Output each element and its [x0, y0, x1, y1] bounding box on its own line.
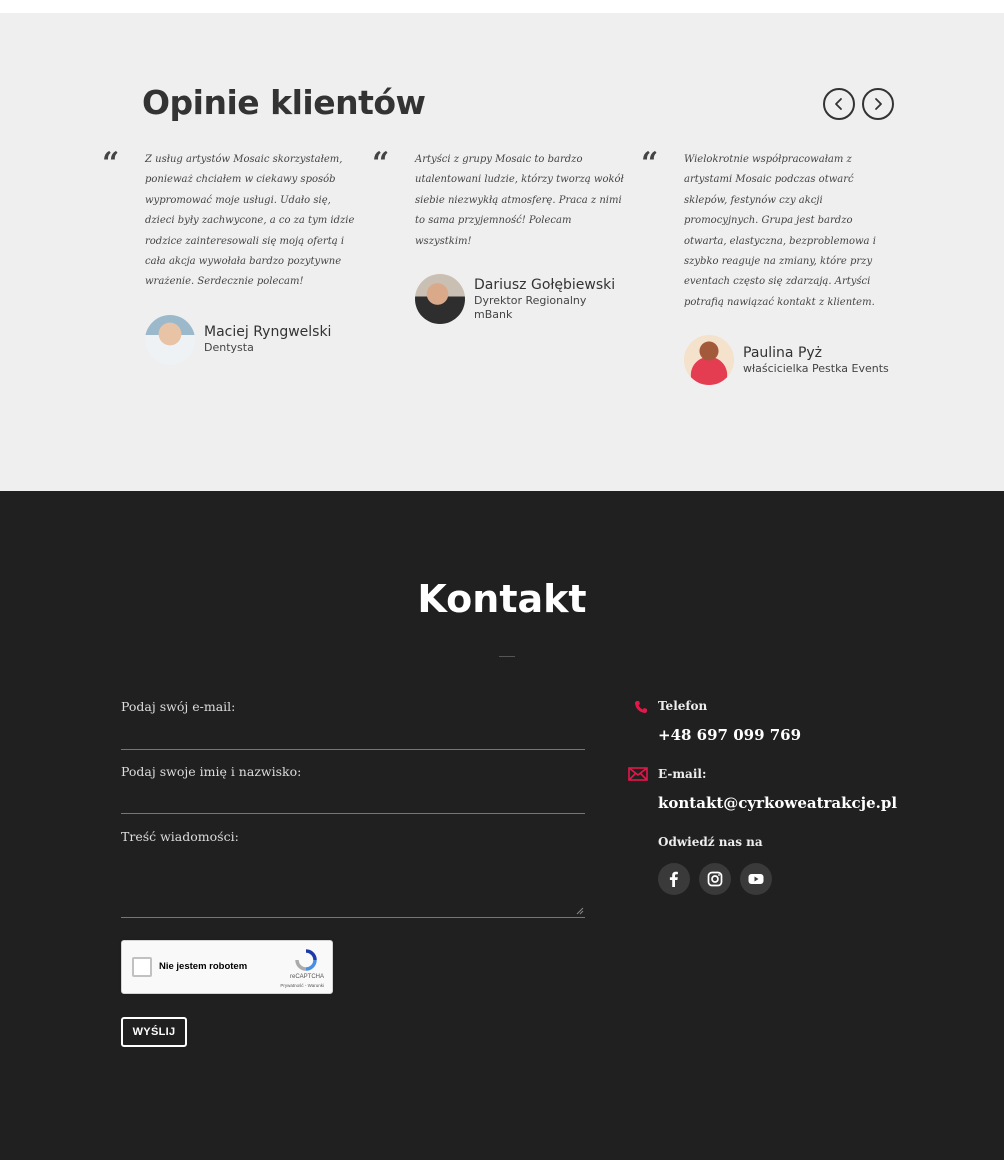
testimonial-text: Wielokrotnie współpracowałam z artystami Mosaic podczas otwarć sklepów, festynów czy akcji promocyjnych. Grupa jest bardzo otwarta, elastyczna, bezproblemowa i szybko reaguje na zmiany, które przy eventach często się zdarzają. Artyści potrafią nawiązać kontakt z klientem. — [684, 154, 876, 308]
testimonial-card — [641, 146, 894, 385]
resize-handle-icon[interactable] — [576, 907, 584, 915]
instagram-icon — [706, 870, 724, 888]
recaptcha-terms-link[interactable]: Prywatność - Warunki — [280, 983, 324, 988]
recaptcha-label: Nie jestem robotem — [159, 961, 248, 972]
quote-icon: “ — [641, 146, 659, 181]
instagram-button[interactable] — [699, 863, 731, 895]
avatar — [684, 335, 734, 385]
quote-icon: “ — [372, 146, 390, 181]
testimonial-text: Z usług artystów Mosaic skorzystałem, ponieważ chciałem w ciekawy sposób wypromować moje usługi. Udało się, dzieci były zachwycone, a co za tym idzie rodzice zainteresowali się moją ofertą i cała akcja wywołała bardzo pozytywne wrażenie. Serdecznie polecam! — [145, 154, 355, 288]
phone-label: Telefon — [658, 699, 708, 713]
author-role: właścicielka Pestka Events — [743, 361, 889, 375]
name-field[interactable] — [121, 813, 585, 814]
contact-title: Kontakt — [417, 577, 587, 621]
author-name: Maciej Ryngwelski — [204, 324, 332, 341]
recaptcha-brand: reCAPTCHA — [289, 974, 324, 980]
email-field[interactable] — [121, 749, 585, 750]
avatar — [145, 315, 195, 365]
recaptcha-logo-icon — [294, 949, 318, 971]
author-name: Paulina Pyż — [743, 344, 823, 361]
email-label: Podaj swój e-mail: — [121, 699, 236, 714]
avatar — [415, 274, 465, 324]
author-role: Dentysta — [204, 341, 254, 355]
title-divider — [499, 656, 515, 657]
testimonial-card — [102, 146, 355, 365]
contact-section — [0, 491, 1004, 1160]
chevron-left-icon — [832, 97, 846, 111]
email-info-label: E-mail: — [658, 767, 707, 781]
submit-button[interactable]: WYŚLIJ — [121, 1017, 187, 1047]
author-name: Dariusz Gołębiewski — [474, 276, 616, 293]
facebook-icon — [665, 870, 683, 888]
email-value[interactable]: kontakt@cyrkoweatrakcje.pl — [658, 794, 898, 812]
phone-value[interactable]: +48 697 099 769 — [658, 726, 802, 744]
top-bar — [0, 0, 1004, 13]
author-role: Dyrektor Regionalny mBank — [474, 293, 587, 321]
testimonial-text: Artyści z grupy Mosaic to bardzo utalentowani ludzie, którzy tworzą wokół siebie niezwykłą atmosferę. Praca z nimi to sama przyjemność! Polecam wszystkim! — [415, 154, 624, 247]
name-label: Podaj swoje imię i nazwisko: — [121, 764, 302, 779]
testimonial-card — [372, 146, 625, 324]
facebook-button[interactable] — [658, 863, 690, 895]
testimonial-author — [145, 315, 355, 365]
testimonials-section — [0, 13, 1004, 491]
message-textarea[interactable] — [121, 917, 585, 918]
testimonials-title: Opinie klientów — [142, 83, 426, 122]
testimonial-author — [684, 335, 894, 385]
quote-icon: “ — [102, 146, 120, 181]
next-arrow-button[interactable] — [862, 88, 894, 120]
chevron-right-icon — [871, 97, 885, 111]
prev-arrow-button[interactable] — [823, 88, 855, 120]
envelope-icon — [628, 767, 648, 781]
phone-icon — [634, 700, 648, 714]
youtube-icon — [747, 870, 765, 888]
youtube-button[interactable] — [740, 863, 772, 895]
social-label: Odwiedź nas na — [658, 835, 763, 849]
recaptcha-widget — [121, 940, 333, 994]
recaptcha-checkbox[interactable] — [132, 957, 152, 977]
testimonial-author — [415, 274, 625, 324]
message-label: Treść wiadomości: — [121, 829, 239, 844]
